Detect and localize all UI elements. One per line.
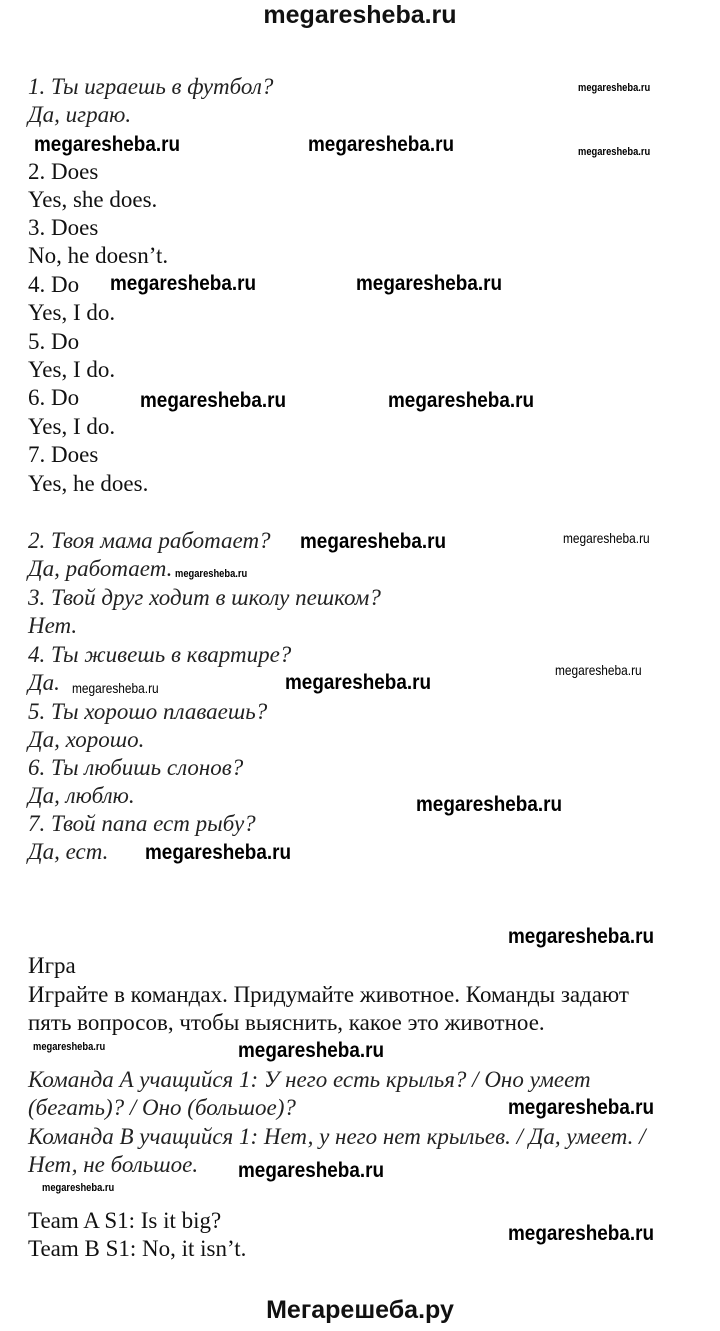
watermark: megaresheba.ru xyxy=(563,530,650,546)
answer-line: Нет. xyxy=(28,613,78,638)
answer-line: 3. Does xyxy=(28,215,99,240)
answer-line: Yes, she does. xyxy=(28,187,158,212)
question-line: 6. Ты любишь слонов? xyxy=(28,755,244,780)
answer-line: Да, играю. xyxy=(28,102,132,127)
watermark: megaresheba.ru xyxy=(308,133,455,156)
watermark: megaresheba.ru xyxy=(42,1182,115,1194)
answer-line: Да. xyxy=(28,670,60,695)
site-footer: Мегарешеба.ру xyxy=(266,1296,454,1324)
watermark: megaresheba.ru xyxy=(238,1159,385,1182)
site-header: megaresheba.ru xyxy=(263,1,457,29)
question-line: 5. Ты хорошо плаваешь? xyxy=(28,699,268,724)
watermark: megaresheba.ru xyxy=(33,1041,106,1053)
dialogue-line: Команда В учащийся 1: Нет, у него нет крыльев. / Да, умеет. / xyxy=(28,1124,646,1149)
answer-line: 6. Do xyxy=(28,385,80,410)
watermark: megaresheba.ru xyxy=(508,1222,655,1245)
watermark: megaresheba.ru xyxy=(175,568,248,580)
answer-line: Yes, I do. xyxy=(28,357,116,382)
question-line: 1. Ты играешь в футбол? xyxy=(28,74,274,99)
watermark: megaresheba.ru xyxy=(388,389,535,412)
watermark: megaresheba.ru xyxy=(145,841,292,864)
watermark: megaresheba.ru xyxy=(416,793,563,816)
answer-line: Yes, I do. xyxy=(28,414,116,439)
question-line: 4. Ты живешь в квартире? xyxy=(28,642,292,667)
dialogue-line: Team A S1: Is it big? xyxy=(28,1208,222,1233)
watermark: megaresheba.ru xyxy=(110,272,257,295)
watermark: megaresheba.ru xyxy=(508,925,655,948)
answer-line: Да, хорошо. xyxy=(28,727,145,752)
dialogue-line: Team B S1: No, it isn’t. xyxy=(28,1236,247,1261)
dialogue-line: (бегать)? / Оно (большое)? xyxy=(28,1095,296,1120)
answer-line: 2. Does xyxy=(28,159,99,184)
answer-line: Да, люблю. xyxy=(28,783,135,808)
game-title: Игра xyxy=(28,953,76,978)
watermark: megaresheba.ru xyxy=(140,389,287,412)
watermark: megaresheba.ru xyxy=(356,272,503,295)
watermark: megaresheba.ru xyxy=(578,146,651,158)
dialogue-line: Нет, не большое. xyxy=(28,1152,199,1177)
question-line: 2. Твоя мама работает? xyxy=(28,528,271,553)
answer-line: Yes, I do. xyxy=(28,300,116,325)
watermark: megaresheba.ru xyxy=(285,671,432,694)
answer-line: 5. Do xyxy=(28,329,80,354)
answer-line: Yes, he does. xyxy=(28,471,149,496)
question-line: 7. Твой папа ест рыбу? xyxy=(28,811,256,836)
dialogue-line: Команда А учащийся 1: У него есть крылья? / Оно умеет xyxy=(28,1067,591,1092)
answer-line: Да, ест. xyxy=(28,839,109,864)
question-line: 3. Твой друг ходит в школу пешком? xyxy=(28,585,381,610)
watermark: megaresheba.ru xyxy=(34,133,181,156)
answer-line: Да, работает. xyxy=(28,556,173,581)
answer-line: No, he doesn’t. xyxy=(28,243,169,268)
watermark: megaresheba.ru xyxy=(72,680,159,696)
watermark: megaresheba.ru xyxy=(578,82,651,94)
game-instructions: Играйте в командах. Придумайте животное. Команды задают xyxy=(28,982,629,1007)
watermark: megaresheba.ru xyxy=(555,662,642,678)
watermark: megaresheba.ru xyxy=(300,530,447,553)
watermark: megaresheba.ru xyxy=(508,1096,655,1119)
answer-line: 4. Do xyxy=(28,272,80,297)
game-instructions: пять вопросов, чтобы выяснить, какое это животное. xyxy=(28,1010,545,1035)
answer-line: 7. Does xyxy=(28,442,99,467)
watermark: megaresheba.ru xyxy=(238,1039,385,1062)
